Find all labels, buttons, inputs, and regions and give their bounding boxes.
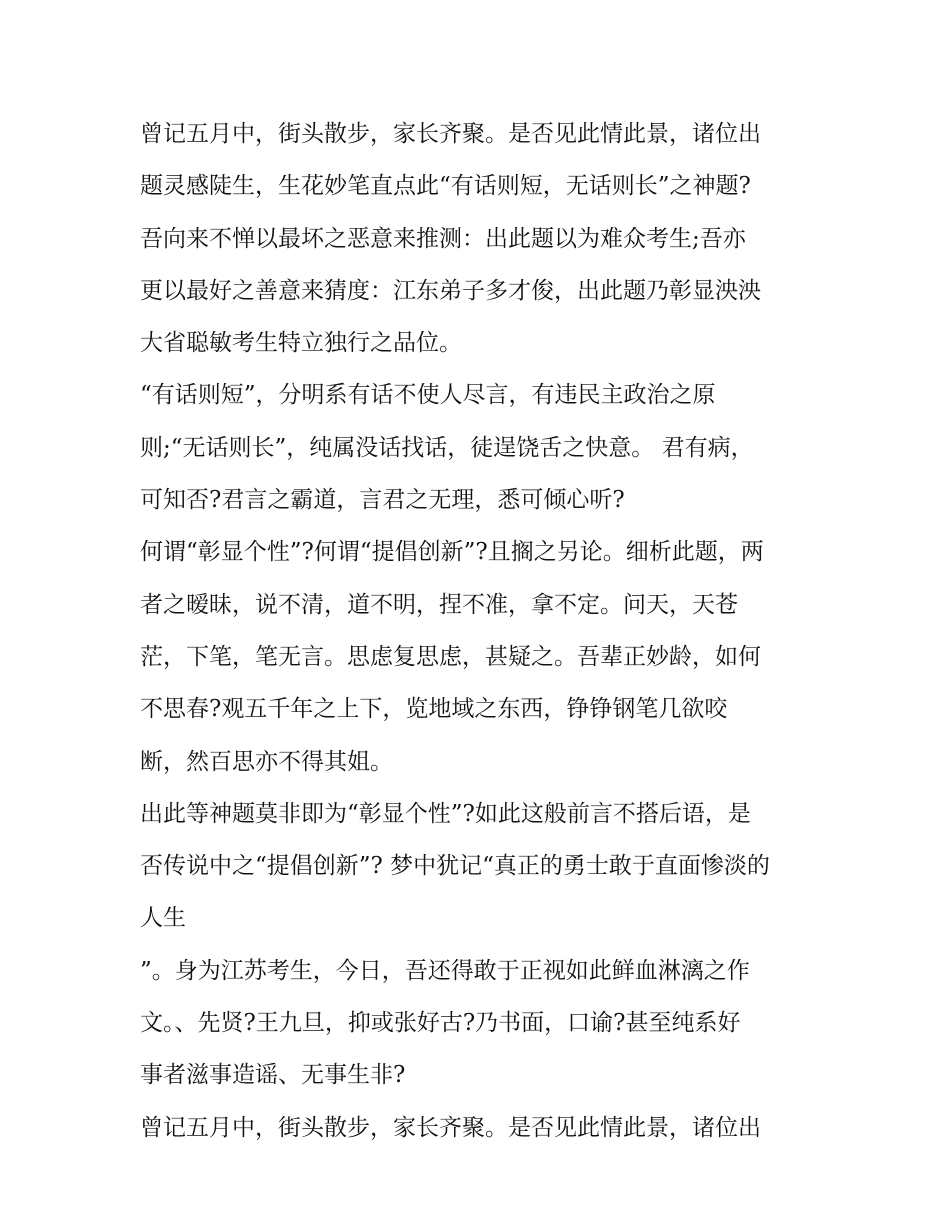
text-line-18: 文。、先贤?王九旦，抑或张好古?乃书面，口谕?甚至纯系好 bbox=[140, 1010, 741, 1037]
text-line-9: 何谓“彰显个性”?何谓“提倡创新”?且搁之另论。细析此题，两 bbox=[140, 539, 764, 566]
text-line-7: 则;“无话则长”，纯属没话找话，徒逞饶舌之快意。 君有病， bbox=[140, 434, 754, 461]
text-line-16: 人生 bbox=[140, 905, 186, 932]
text-line-5: 大省聪敏考生特立独行之品位。 bbox=[140, 330, 462, 357]
text-line-19: 事者滋事造谣、无事生非? bbox=[140, 1062, 406, 1089]
text-line-6: “有话则短”，分明系有话不使人尽言，有违民主政治之原 bbox=[140, 382, 716, 409]
text-line-15: 否传说中之“提倡创新”? 梦中犹记“真正的勇士敢于直面惨淡的 bbox=[140, 853, 770, 880]
text-line-20: 曾记五月中，街头散步，家长齐聚。是否见此情此景，诸位出 bbox=[140, 1114, 761, 1141]
essay-text bbox=[140, 108, 820, 1154]
text-line-11: 茫，下笔，笔无言。思虑复思虑，甚疑之。吾辈正妙龄，如何 bbox=[140, 643, 761, 670]
text-line-4: 更以最好之善意来猜度：江东弟子多才俊，出此题乃彰显泱泱 bbox=[140, 277, 761, 304]
text-line-13: 断，然百思亦不得其姐。 bbox=[140, 748, 393, 775]
text-line-12: 不思春?观五千年之上下，览地域之东西，铮铮钢笔几欲咬 bbox=[140, 696, 728, 723]
text-line-17: ”。身为江苏考生，今日，吾还得敢于正视如此鲜血淋漓之作 bbox=[140, 957, 750, 984]
text-line-2: 题灵感陡生，生花妙笔直点此“有话则短，无话则长”之神题? bbox=[140, 173, 751, 200]
text-line-1: 曾记五月中，街头散步，家长齐聚。是否见此情此景，诸位出 bbox=[140, 121, 761, 147]
text-line-8: 可知否?君言之霸道，言君之无理，悉可倾心听? bbox=[140, 487, 625, 514]
text-line-3: 吾向来不惮以最坏之恶意来推测：出此题以为难众考生;吾亦 bbox=[140, 225, 746, 252]
text-line-14: 出此等神题莫非即为“彰显个性”?如此这般前言不搭后语，是 bbox=[140, 800, 751, 827]
text-line-10: 者之暧昧，说不清，道不明，捏不准，拿不定。问天，天苍 bbox=[140, 591, 738, 618]
